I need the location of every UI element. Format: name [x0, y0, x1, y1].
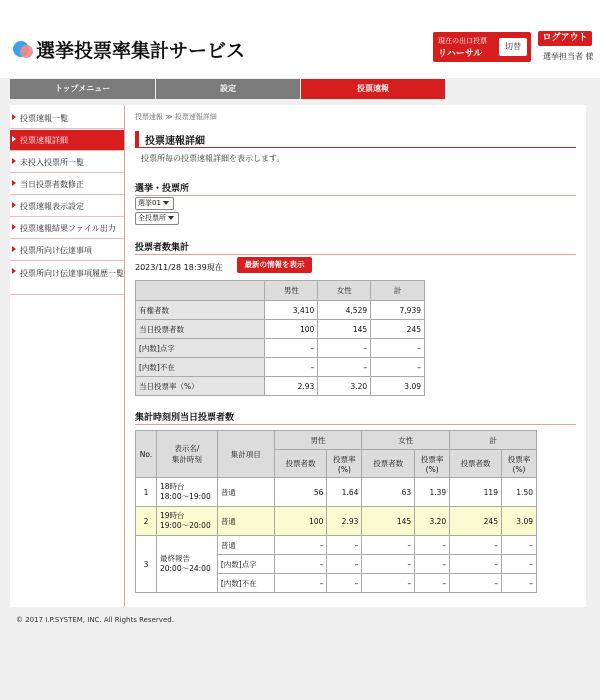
section-title-election: 選挙・投票所 [135, 181, 576, 196]
cell-name: 18時台 18:00～19:00 [156, 478, 217, 507]
bullet-icon [12, 246, 16, 252]
cell-male: 3,410 [265, 301, 318, 320]
sidebar-item-notice-history[interactable] [10, 262, 124, 295]
table-header: 女性 [318, 281, 371, 301]
cell-total-rate: 3.09 [501, 507, 536, 536]
cell-female: 3.20 [318, 377, 371, 396]
bullet-icon [12, 202, 16, 208]
sidebar-item-label: 投票速報一覧 [20, 114, 68, 123]
cell-male-count: 100 [274, 507, 327, 536]
cell-female: 145 [318, 320, 371, 339]
voters-table [135, 280, 425, 396]
environment-label: 現在の出口投票 [438, 37, 487, 45]
cell-male: 2.93 [265, 377, 318, 396]
sidebar-item-edit-voters[interactable] [10, 174, 124, 195]
cell-female: – [318, 339, 371, 358]
sidebar-item-report-detail[interactable] [10, 130, 124, 151]
environment-value: リハーサル [438, 49, 483, 59]
sidebar-item-label: 投票速報詳細 [20, 136, 68, 145]
sidebar-item-notices[interactable] [10, 240, 124, 261]
cell-female-count: 145 [362, 507, 415, 536]
table-header-empty [136, 281, 265, 301]
sidebar-item-label: 当日投票者数修正 [20, 180, 84, 189]
cell-item: [内数]点字 [217, 555, 274, 574]
table-header: 計 [371, 281, 425, 301]
app-title: 選挙投票率集計サービス [36, 40, 246, 62]
sidebar-item-label: 未投入投票所一覧 [20, 158, 84, 167]
hourly-table [135, 430, 537, 593]
table-header: 男性 [265, 281, 318, 301]
as-of-timestamp: 2023/11/28 18:39現在 [135, 263, 223, 272]
cell-item: 普通 [217, 507, 274, 536]
table-header-row [136, 431, 537, 450]
cell-male-rate: 2.93 [327, 507, 362, 536]
cell-female-count: – [362, 536, 415, 555]
page-title-bar [135, 131, 576, 148]
cell-total-count: – [450, 574, 502, 593]
header-rate: 投票率 (%) [501, 450, 536, 478]
cell-total: – [371, 358, 425, 377]
table-row [136, 377, 425, 396]
sidebar-item-label: 投票所向け伝達事項履歴一覧 [20, 269, 124, 278]
cell-female-rate: – [415, 536, 450, 555]
header-count: 投票者数 [450, 450, 502, 478]
header-total: 計 [450, 431, 537, 450]
header-female: 女性 [362, 431, 450, 450]
table-row [136, 339, 425, 358]
app-logo-icon [13, 39, 33, 59]
header-rate: 投票率 (%) [415, 450, 450, 478]
cell-item: 普通 [217, 536, 274, 555]
cell-total-rate: – [501, 536, 536, 555]
cell-total: 3.09 [371, 377, 425, 396]
header-no: No. [136, 431, 157, 478]
cell-female-rate: – [415, 574, 450, 593]
cell-no: 3 [136, 536, 157, 593]
cell-total-count: – [450, 555, 502, 574]
row-label: 有権者数 [136, 301, 265, 320]
cell-male: – [265, 339, 318, 358]
chevron-down-icon [168, 216, 174, 220]
logout-button[interactable]: ログアウト [538, 31, 592, 46]
cell-no: 2 [136, 507, 157, 536]
cell-total-count: 119 [450, 478, 502, 507]
sidebar-item-missing-stations[interactable] [10, 152, 124, 173]
station-select[interactable] [135, 212, 179, 225]
row-label: [内数]点字 [136, 339, 265, 358]
cell-item: [内数]不在 [217, 574, 274, 593]
section-title-hourly: 集計時刻別当日投票者数 [135, 410, 576, 425]
header [0, 0, 600, 78]
cell-female: 4,529 [318, 301, 371, 320]
header-item: 集計項目 [217, 431, 274, 478]
cell-female-rate: 1.39 [415, 478, 450, 507]
cell-name: 19時台 19:00～20:00 [156, 507, 217, 536]
table-row [136, 536, 537, 555]
table-row-highlighted [136, 507, 537, 536]
cell-female-rate: 3.20 [415, 507, 450, 536]
cell-total-rate: – [501, 574, 536, 593]
cell-female-count: – [362, 555, 415, 574]
cell-female: – [318, 358, 371, 377]
election-select-value: 選挙01 [138, 199, 161, 207]
tab-top-menu[interactable]: トップメニュー [10, 79, 155, 99]
bullet-icon [12, 114, 16, 120]
election-select[interactable] [135, 197, 174, 210]
main-panel [10, 105, 586, 607]
cell-male-count: 56 [274, 478, 327, 507]
sidebar-item-display-settings[interactable] [10, 196, 124, 217]
cell-male: 100 [265, 320, 318, 339]
section-title-voters: 投票者数集計 [135, 240, 576, 255]
cell-total: 245 [371, 320, 425, 339]
bullet-icon [12, 180, 16, 186]
page-description: 投票所毎の投票速報詳細を表示します。 [141, 154, 285, 163]
bullet-icon [12, 136, 16, 142]
header-count: 投票者数 [362, 450, 415, 478]
tab-vote-report[interactable]: 投票速報 [301, 79, 445, 99]
user-name: 選挙担当者 様 [543, 52, 594, 61]
switch-environment-button[interactable]: 切替 [499, 38, 527, 56]
table-row [136, 301, 425, 320]
sidebar-item-label: 投票速報表示設定 [20, 202, 84, 211]
refresh-button[interactable]: 最新の情報を表示 [237, 257, 312, 273]
cell-male-rate: – [327, 555, 362, 574]
bullet-icon [12, 158, 16, 164]
row-label: 当日投票者数 [136, 320, 265, 339]
cell-female-count: – [362, 574, 415, 593]
content [135, 105, 586, 607]
cell-female-rate: – [415, 555, 450, 574]
header-male: 男性 [274, 431, 362, 450]
cell-male-count: – [274, 574, 327, 593]
table-header-row [136, 281, 425, 301]
sidebar-item-report-list[interactable] [10, 108, 124, 129]
station-select-value: 全投票所 [138, 214, 166, 222]
header-name: 表示名/ 集計時刻 [156, 431, 217, 478]
cell-male-rate: – [327, 536, 362, 555]
cell-total-count: 245 [450, 507, 502, 536]
row-label: 当日投票率（%） [136, 377, 265, 396]
sidebar-item-label: 投票所向け伝達事項 [20, 246, 92, 255]
chevron-down-icon [163, 201, 169, 205]
environment-box [433, 32, 531, 62]
page-title: 投票速報詳細 [145, 136, 205, 147]
cell-name: 最終報告 20:00～24:00 [156, 536, 217, 593]
cell-total-rate: 1.50 [501, 478, 536, 507]
main-nav [10, 79, 445, 99]
cell-female-count: 63 [362, 478, 415, 507]
table-row [136, 478, 537, 507]
cell-total-rate: – [501, 555, 536, 574]
cell-total: – [371, 339, 425, 358]
sidebar [10, 105, 125, 607]
cell-item: 普通 [217, 478, 274, 507]
sidebar-item-file-export[interactable] [10, 218, 124, 239]
cell-no: 1 [136, 478, 157, 507]
header-rate: 投票率 (%) [327, 450, 362, 478]
table-row [136, 358, 425, 377]
cell-total-count: – [450, 536, 502, 555]
cell-male: – [265, 358, 318, 377]
bullet-icon [12, 224, 16, 230]
bullet-icon [12, 268, 16, 274]
cell-total: 7,939 [371, 301, 425, 320]
cell-male-count: – [274, 555, 327, 574]
cell-male-count: – [274, 536, 327, 555]
tab-settings[interactable]: 設定 [156, 79, 300, 99]
sidebar-item-label: 投票速報結果ファイル出力 [20, 224, 116, 233]
cell-male-rate: – [327, 574, 362, 593]
footer-copyright: © 2017 I.P.SYSTEM, INC. All Rights Reserved. [16, 616, 174, 624]
header-count: 投票者数 [274, 450, 327, 478]
breadcrumb: 投票速報 ≫ 投票速報詳細 [135, 113, 217, 121]
table-row [136, 320, 425, 339]
cell-male-rate: 1.64 [327, 478, 362, 507]
row-label: [内数]不在 [136, 358, 265, 377]
